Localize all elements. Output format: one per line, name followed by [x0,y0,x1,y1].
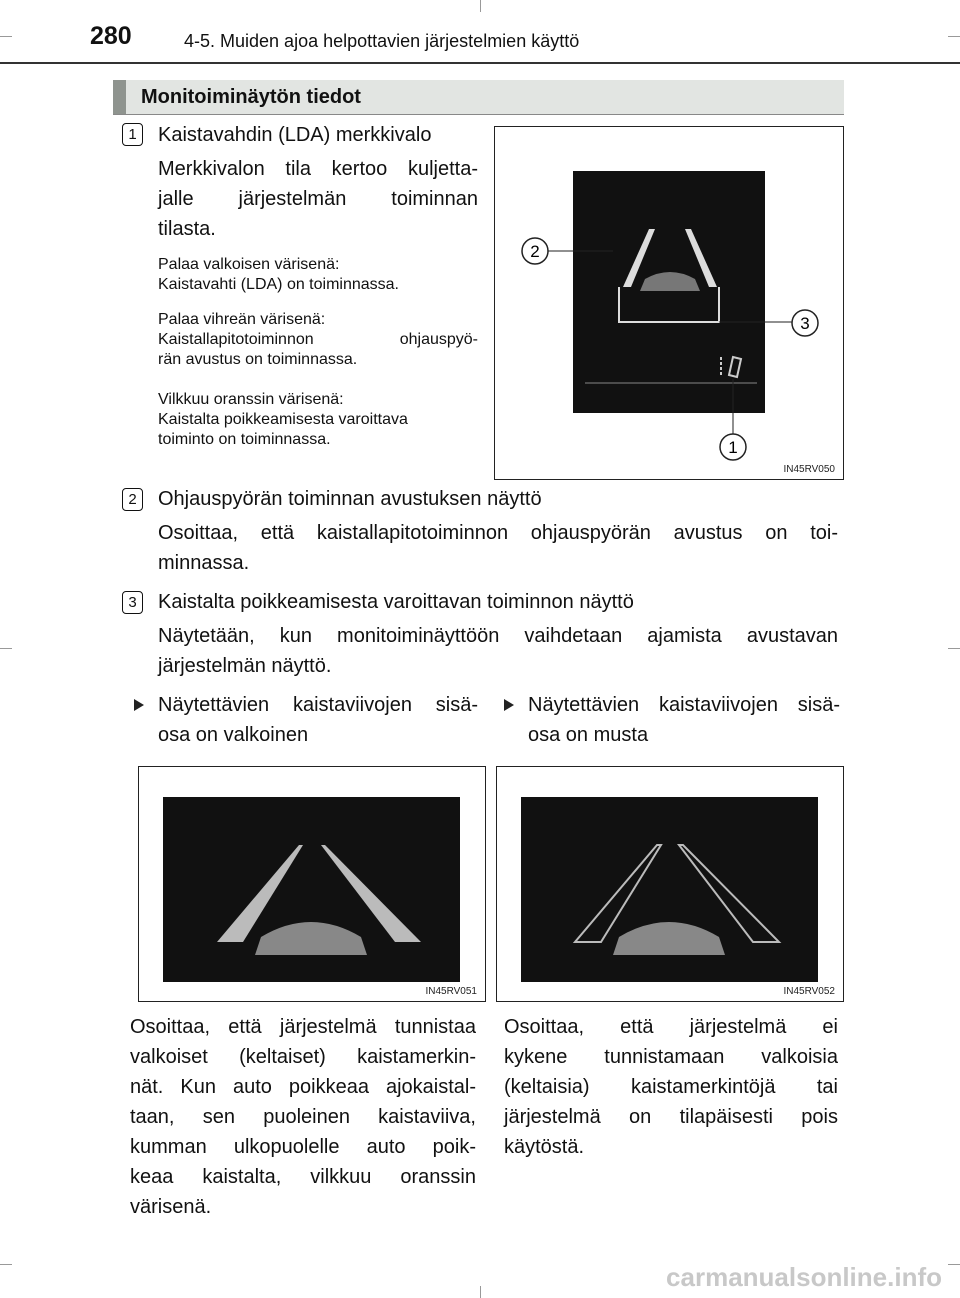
text-line: Palaa vihreän värisenä: [158,311,326,328]
text-line: järjestelmä on tilapäisesti pois [504,1106,838,1128]
text-line: Kaistalta poikkeamisesta varoittava [158,411,408,428]
crop-mark [480,1286,481,1298]
callout-label-2: 2 [530,242,540,261]
text-line: osa on valkoinen [158,724,309,746]
item-1-title: Kaistavahdin (LDA) merkkivalo [158,124,432,146]
callout-label-1: 1 [728,438,738,457]
text-line: kumman ulkopuolelle auto poik- [130,1136,476,1158]
column-2-heading [528,690,840,750]
item-1-detail-3 [158,390,478,450]
text-line: minnassa. [158,552,250,574]
figure-black-lanes-illustration [497,767,843,1001]
text-line: järjestelmän näyttö. [158,655,332,677]
crop-mark [480,0,481,12]
item-2-title: Ohjauspyörän toiminnan avustuksen näyttö [158,488,542,510]
figure-white-lanes [138,766,486,1002]
text-line: nät. Kun auto poikkeaa ajokaistal- [130,1076,476,1098]
section-title: Monitoiminäytön tiedot [141,86,361,108]
text-line: Vilkkuu oranssin värisenä: [158,391,344,408]
watermark: carmanualsonline.info [666,1262,942,1292]
text-line: Osoittaa, että järjestelmä tunnistaa [130,1016,476,1038]
header-rule [0,62,960,64]
item-1-detail-1 [158,255,478,295]
figure-code: IN45RV052 [783,986,835,997]
column-2-text [504,1012,838,1162]
column-1-text [130,1012,476,1222]
crop-mark [948,648,960,649]
text-line: toiminto on toiminnassa. [158,431,331,448]
callout-label-3: 3 [800,314,810,333]
text-line: Osoittaa, että järjestelmä ei [504,1016,838,1038]
section-underline [113,114,844,115]
text-line: osa on musta [528,724,649,746]
item-2-text [158,518,838,578]
text-line: jalle järjestelmän toiminnan [158,188,478,210]
figure-main [494,126,844,480]
crop-mark [0,1264,12,1265]
chapter-title: 4-5. Muiden ajoa helpottavien järjestelmien käyttö [184,31,580,51]
bullet-triangle-icon [134,699,144,711]
figure-main-illustration [495,127,843,479]
text-line: keaa kaistalta, vilkkuu oranssin [130,1166,476,1188]
item-3-text [158,621,838,681]
text-line: Kaistavahti (LDA) on toiminnassa. [158,276,399,293]
section-heading [113,80,844,114]
section-accent [113,80,126,114]
text-line: Osoittaa, että kaistallapitotoiminnon ohjauspyörän avustus on toi- [158,522,838,544]
crop-mark [948,36,960,37]
text-line: rän avustus on toiminnassa. [158,351,358,368]
text-line: taan, sen puoleinen kaistaviiva, [130,1106,476,1128]
item-number-3: 3 [122,591,143,614]
text-line: Näytettävien kaistaviivojen sisä- [158,694,478,716]
figure-white-lanes-illustration [139,767,485,1001]
bullet-triangle-icon [504,699,514,711]
item-1-detail-2 [158,310,478,370]
crop-mark [948,1264,960,1265]
figure-black-lanes [496,766,844,1002]
item-3-title: Kaistalta poikkeamisesta varoittavan toiminnon näyttö [158,591,634,613]
text-line: värisenä. [130,1196,212,1218]
text-line: (keltaisia) kaistamerkintöjä tai [504,1076,838,1098]
item-number-2: 2 [122,488,143,511]
column-1-heading [158,690,478,750]
item-1-text [158,154,478,244]
crop-mark [0,36,12,37]
text-line: kykene tunnistamaan valkoisia [504,1046,838,1068]
text-line: käytöstä. [504,1136,585,1158]
text-line: Näytettävien kaistaviivojen sisä- [528,694,840,716]
figure-code: IN45RV050 [783,464,835,475]
text-line: Näytetään, kun monitoiminäyttöön vaihdetaan ajamista avustavan [158,625,838,647]
text-line: Kaistallapitotoiminnon ohjauspyö- [158,331,478,348]
text-line: valkoiset (keltaiset) kaistamerkin- [130,1046,476,1068]
figure-code: IN45RV051 [425,986,477,997]
text-line: Merkkivalon tila kertoo kuljetta- [158,158,478,180]
page-number: 280 [90,22,132,50]
text-line: tilasta. [158,218,216,240]
crop-mark [0,648,12,649]
item-number-1: 1 [122,123,143,146]
text-line: Palaa valkoisen värisenä: [158,256,340,273]
